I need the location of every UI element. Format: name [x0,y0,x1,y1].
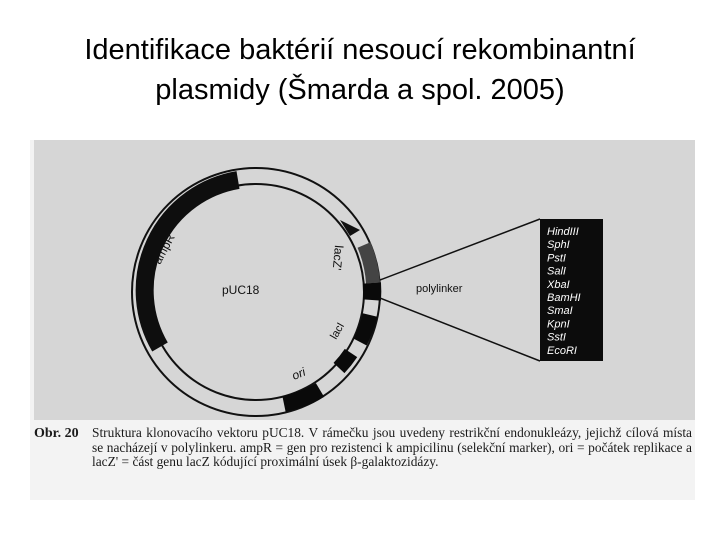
title-line-2: plasmidy (Šmarda a spol. 2005) [155,74,565,106]
scanned-figure [30,140,695,500]
slide-title [0,30,720,110]
restriction-site-label: SalI [547,265,566,278]
restriction-site-label: EcoRI [547,344,577,357]
ori-label: ori [289,364,308,383]
lacI-segment-a [360,315,370,342]
restriction-site-label: SstI [547,331,566,344]
ampR-label: ampR [150,231,178,267]
plasmid-figure [34,140,695,420]
restriction-site-label: KpnI [547,318,570,331]
restriction-site-label: SphI [547,239,570,252]
restriction-site-label: BamHI [547,292,581,304]
lacI-segment-b [339,353,351,368]
caption-number: Obr. 20 [34,426,79,441]
polylinker-label: polylinker [416,283,463,295]
lacZ-label: lacZ' [329,244,346,271]
caption-text: Struktura klonovacího vektoru pUC18. V rámečku jsou uvedeny restrikční endonukleázy, jejichž cílová místa se nacházejí v polylinkeru. ampR = gen pro rezistenci k ampicilinu (selekční marker), ori = počátek replikace a lacZ' = část genu lacZ kódující proximální úsek β-galaktozidázy. [92,425,692,469]
restriction-site-label: PstI [547,252,566,265]
restriction-site-label: HindIII [547,226,579,238]
lacI-label: lacI [328,320,348,342]
plasmid-name-label: pUC18 [222,283,260,297]
restriction-site-label: SmaI [547,305,573,318]
restriction-site-label: XbaI [547,278,570,291]
title-line-1: Identifikace baktérií nesoucí rekombinantní [84,34,636,66]
